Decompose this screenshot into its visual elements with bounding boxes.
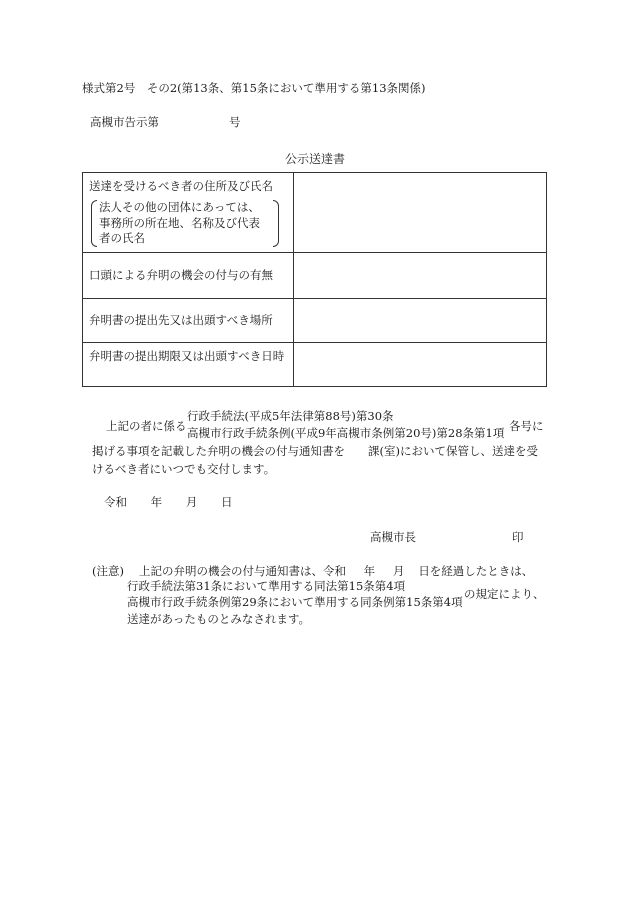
table-row [83, 252, 547, 298]
note-law-city: 高槻市行政手続条例第29条において準用する同条例第15条第4項 [127, 595, 463, 609]
note-line-1 [139, 563, 547, 579]
seal-mark: 印 [512, 530, 524, 544]
table-row [83, 342, 547, 386]
mayor-signature: 高槻市長 [370, 530, 416, 544]
notice-suffix: 号 [229, 115, 241, 129]
submission-place-label: 弁明書の提出先又は出頭すべき場所 [83, 298, 294, 342]
row-label-recipient [83, 173, 294, 253]
date-line [104, 494, 252, 510]
paragraph-line-3: けるべき者にいつでも交付します。 [92, 462, 276, 476]
deadline-label: 弁明書の提出期限又は出頭すべき日時 [83, 342, 294, 386]
submission-place-value-cell[interactable] [294, 298, 547, 342]
paragraph-law-city: 高槻市行政手続条例(平成9年高槻市条例第20号)第28条第1項 [187, 426, 505, 440]
paragraph-line-2: 掲げる事項を記載した弁明の機会の付与通知書を 課(室)において保管し、送達を受 [92, 444, 538, 458]
note-line1-b: 日を経過したときは、 [418, 564, 534, 578]
note-line1-a: 上記の弁明の機会の付与通知書は、令和 [139, 564, 346, 578]
recipient-label: 送達を受けるべき者の住所及び氏名 [89, 179, 273, 193]
date-month: 月 [185, 495, 198, 509]
date-day: 日 [220, 495, 233, 509]
form-number-label: 様式第2号 その2(第13条、第15条において準用する第13条関係) [82, 81, 426, 95]
document-title: 公示送達書 [285, 152, 346, 166]
oral-hearing-label: 口頭による弁明の機会の付与の有無 [83, 252, 294, 298]
note-year: 年 [363, 564, 376, 578]
oral-hearing-value-cell[interactable] [294, 252, 547, 298]
date-era: 令和 [104, 495, 127, 509]
notice-prefix: 高槻市告示第 [90, 115, 159, 129]
note-label: (注意) [92, 564, 124, 578]
paragraph-law-national: 行政手続法(平成5年法律第88号)第30条 [187, 409, 394, 423]
corporate-note-bracket: 法人その他の団体にあっては、事務所の所在地、名称及び代表者の氏名 [91, 200, 279, 247]
recipient-value-cell[interactable] [294, 173, 547, 253]
note-tail: の規定により、 [464, 587, 545, 601]
note-month: 月 [392, 564, 405, 578]
date-year: 年 [150, 495, 163, 509]
note-law-national: 行政手続法第31条において準用する同法第15条第4項 [127, 579, 406, 593]
service-details-table [82, 172, 547, 387]
notice-number [90, 114, 241, 130]
table-row [83, 298, 547, 342]
note-line-4: 送達があったものとみなされます。 [127, 612, 310, 626]
paragraph-tail: 各号に [509, 419, 544, 433]
deadline-value-cell[interactable] [294, 342, 547, 386]
table-row [83, 173, 547, 253]
paragraph-lead: 上記の者に係る [106, 419, 187, 433]
